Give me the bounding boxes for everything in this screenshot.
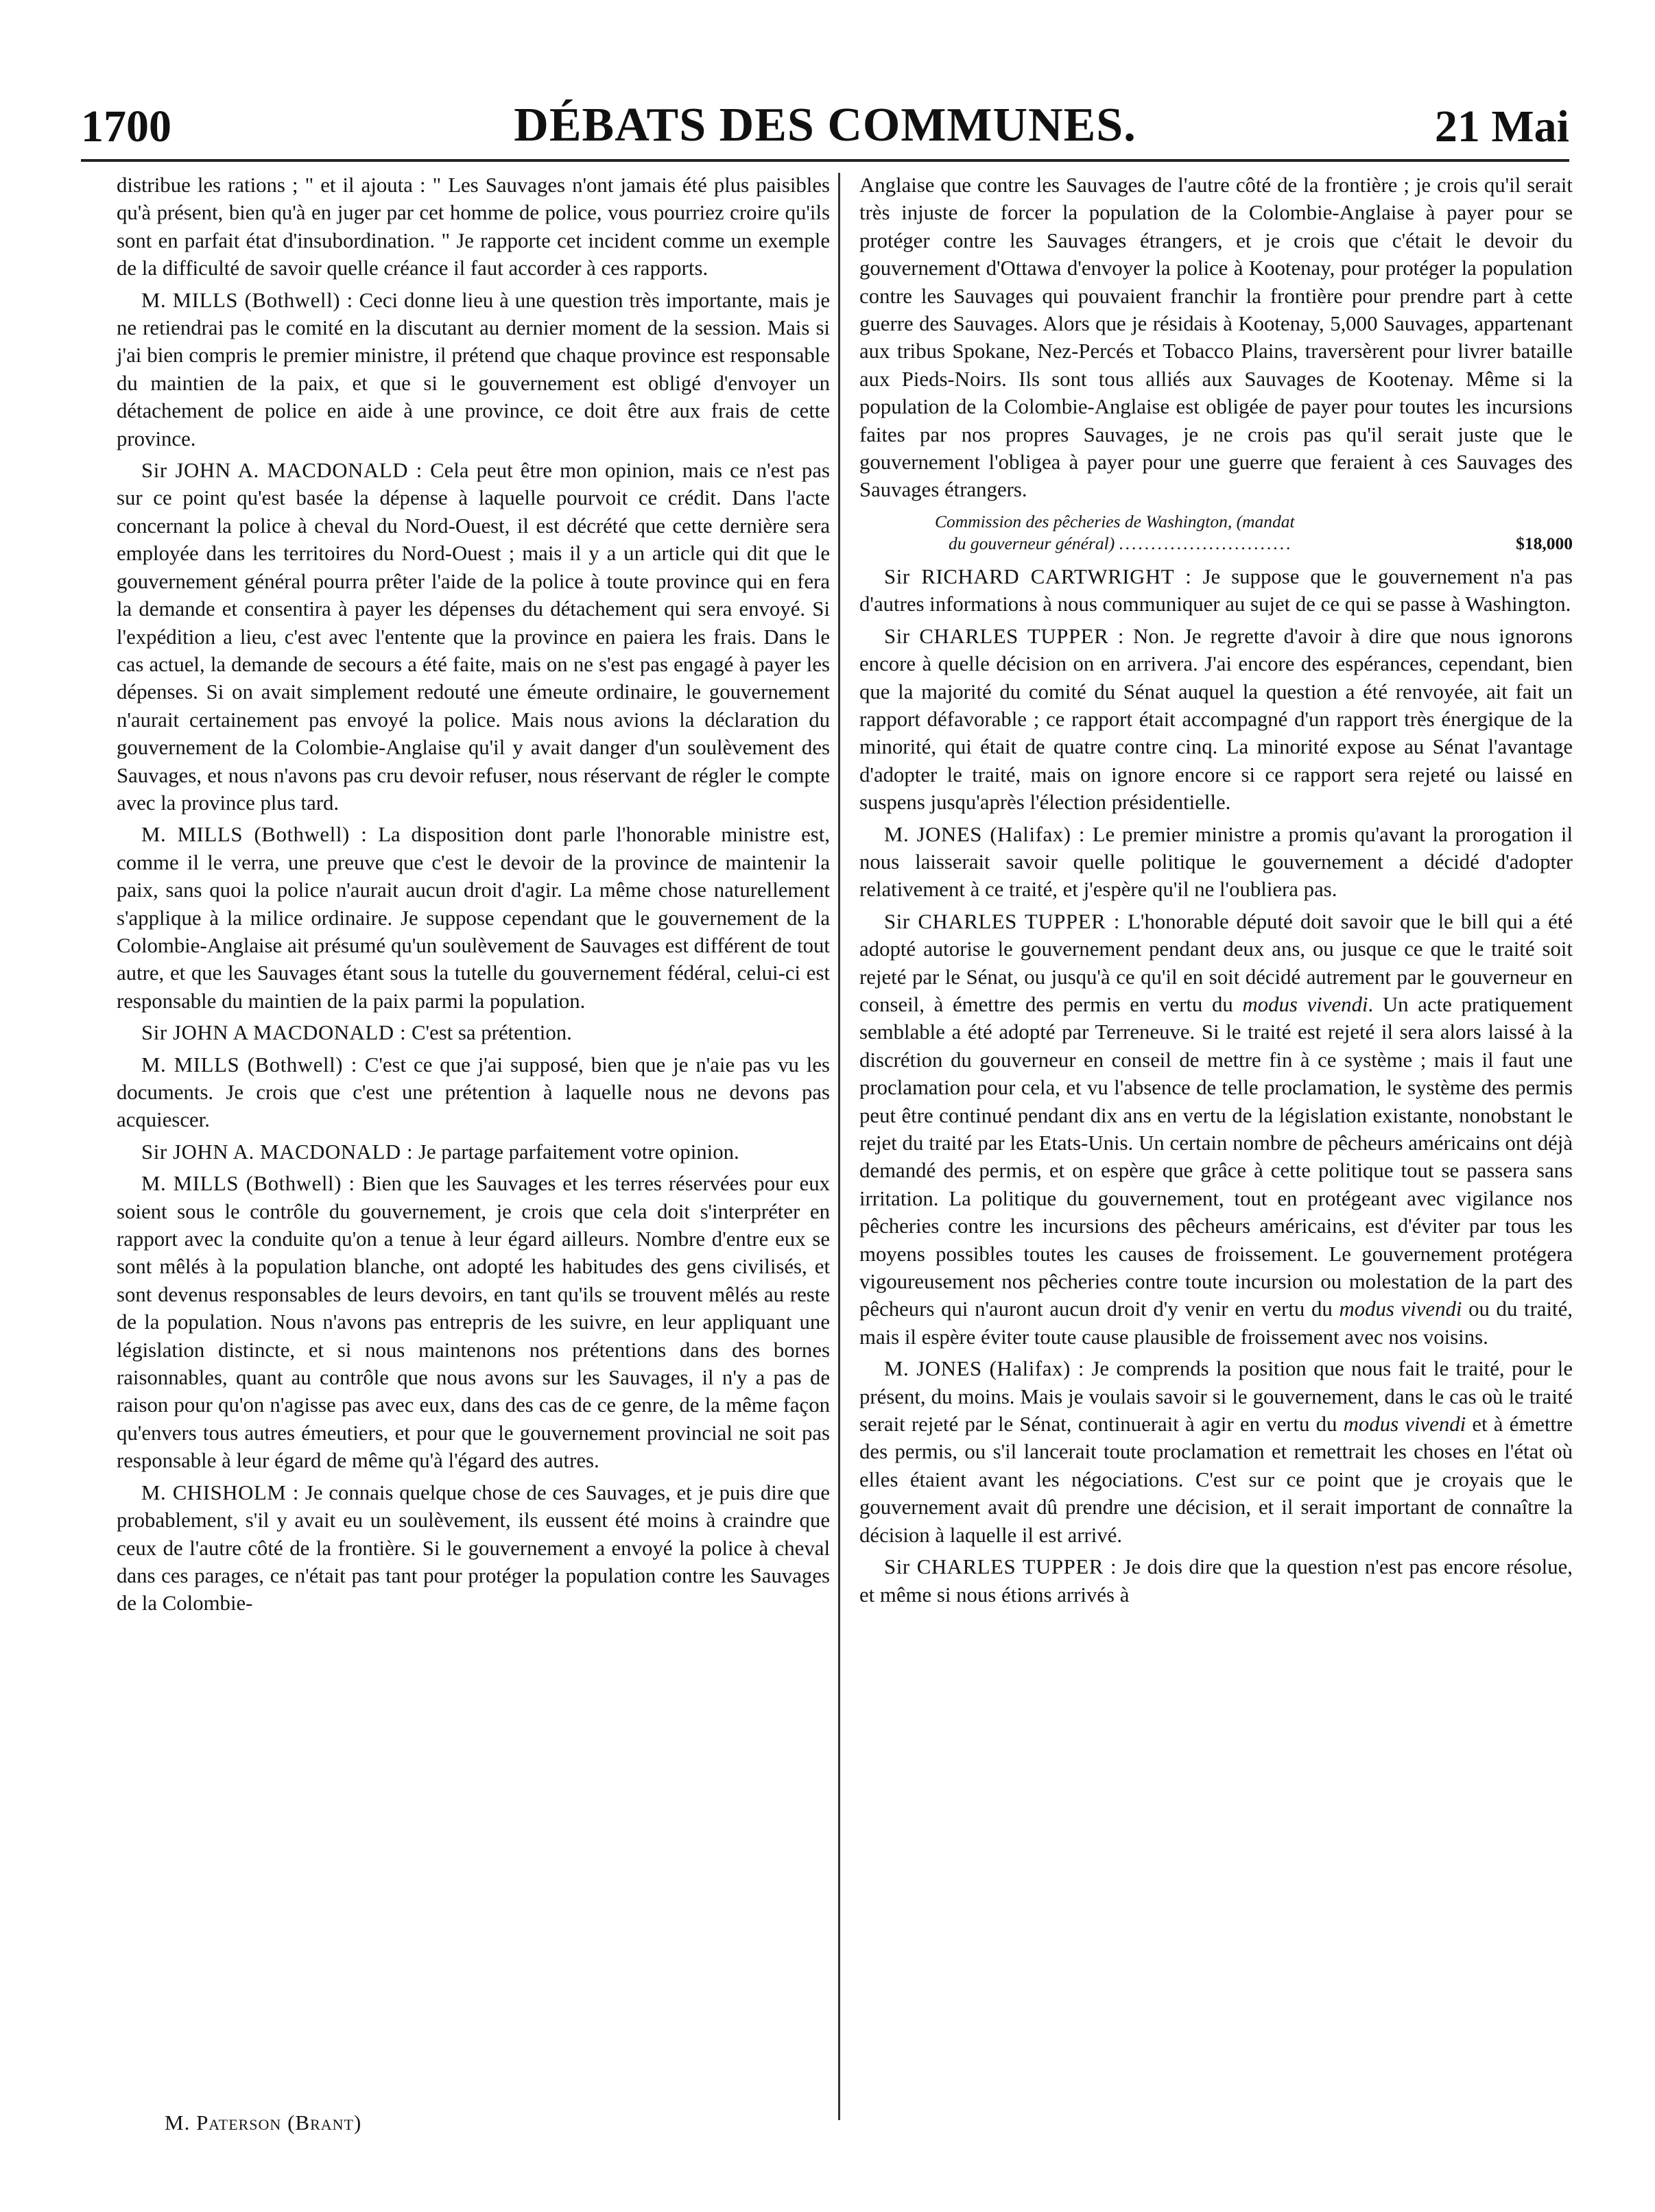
speaker-name: Sir JOHN A. MACDONALD : [141, 459, 422, 483]
column-divider [838, 173, 840, 2120]
paragraph: M. MILLS (Bothwell) : La disposition dont parle l'honorable ministre est, comme il le verra, une preuve que c'est le devoir de la province de maintenir la paix, sans quoi la police n'aurait aucun droit d'agir. La même chose naturellement s'applique à la milice ordinaire. Je suppose cependant que le gouvernement de la Colombie-Anglaise ait présumé qu'un soulèvement de Sauvages est différent de tout autre, et que les Sauvages étant sous la tutelle du gouvernement fédéral, celui-ci est responsable du maintien de la paix parmi la population. [117, 823, 830, 1013]
paragraph: M. MILLS (Bothwell) : C'est ce que j'ai supposé, bien que je n'aie pas vu les documents. Je crois que c'est une prétention à laquelle nous ne devons pas acquiescer. [117, 1053, 831, 1132]
paragraph: M. CHISHOLM : Je connais quelque chose de ces Sauvages, et je puis dire que probablement, s'il y avait eu un soulèvement, ils eussent été moins à craindre que ceux de l'autre côté de la frontière. Si le gouvernement a envoyé la police à cheval dans ces parages, ce n'était pas tant pour protéger la population contre les Sauvages de la Colombie- [117, 1480, 831, 1615]
speaker-name: Sir RICHARD CARTWRIGHT : [884, 564, 1192, 588]
page-header [81, 81, 1569, 152]
paragraph: distribue les rations ; " et il ajouta : " Les Sauvages n'ont jamais été plus paisibles qu'à présent, bien qu'à en juger par cet homme de police, vous pourriez croire qu'ils sont en parfait état d'insubordination. " Je rapporte cet incident comme un exemple de la difficulté de savoir quelle créance il faut accorder à ces rapports. [117, 173, 830, 280]
page-date: 21 Mai [1434, 101, 1569, 152]
paragraph: M. MILLS (Bothwell) : Ceci donne lieu à une question très importante, mais je ne retiendrai pas le comité en la discutant au dernier moment de la session. Mais si j'ai bien compris le premier ministre, il prétend que chaque province est responsable du maintien de la paix, et que si le gouvernement est obligé d'envoyer un détachement de police en aide à une province, ce doit être aux frais de cette province. [117, 288, 831, 450]
paragraph: Sir CHARLES TUPPER : Non. Je regrette d'avoir à dire que nous ignorons encore à quelle décision on en arrivera. J'ai encore des espérances, cependant, bien que la majorité du comité du Sénat auquel la question a été renvoyée, ait fait un rapport défavorable ; ce rapport était accompagné d'un rapport très énergique de la minorité, qui était de quatre contre cinq. La minorité expose au Sénat l'avantage d'adopter le traité, mais on ignore encore si ce rapport sera rejeté ou laissé en suspens jusqu'après l'élection présidentielle. [859, 624, 1573, 815]
footer-text: M. Paterson (Brant) [165, 2111, 362, 2135]
speaker-name: M. MILLS (Bothwell) : [141, 823, 368, 847]
right-column [859, 171, 1573, 1613]
speaker-name: Sir JOHN A. MACDONALD : [141, 1140, 414, 1164]
budget-item-label: Commission des pêcheries de Washington, (mandat [935, 511, 1295, 531]
page-number: 1700 [81, 101, 171, 152]
paragraph: M. MILLS (Bothwell) : Bien que les Sauvages et les terres réservées pour eux soient sous le contrôle du gouvernement, je crois que cela doit s'interpréter en rapport avec la conduite qu'on a tenue à leur égard ailleurs. Nombre d'entre eux se sont mêlés à la population blanche, ont adopté les habitudes des gens civilisés, et sont devenus responsables de leurs devoirs, en tant qu'ils se trouvent mêlés au reste de la population. Nous n'avons pas entrepris de les suivre, en leur appliquant une législation distincte, et si nous maintenons nos prétentions dans des bornes raisonnables, quant au contrôle que nous avons sur les Sauvages, il n'y a pas de raison pour qu'on n'agisse pas avec eux, dans des cas de ce genre, de la même façon qu'envers tous autres émeutiers, et pour que le gouvernement provincial ne soit pas responsable à leur égard de même qu'à l'égard des autres. [117, 1172, 831, 1473]
paragraph: Sir RICHARD CARTWRIGHT : Je suppose que le gouvernement n'a pas d'autres informations à nous communiquer au sujet de ce qui se passe à Washington. [859, 564, 1573, 616]
page-title: DÉBATS DES COMMUNES. [514, 99, 1136, 152]
speaker-name: Sir JOHN A MACDONALD : [141, 1021, 407, 1045]
paragraph: Sir JOHN A MACDONALD : C'est sa prétention. [141, 1021, 572, 1045]
speaker-name: M. CHISHOLM : [141, 1480, 299, 1504]
budget-item-row [859, 533, 1573, 555]
speaker-name: M. MILLS (Bothwell) : [141, 1053, 357, 1077]
speaker-name: M. MILLS (Bothwell) : [141, 1172, 355, 1196]
page-footer [165, 2111, 361, 2135]
speaker-name: M. JONES (Halifax) : [884, 1357, 1085, 1381]
paragraph: Sir CHARLES TUPPER : Je dois dire que la question n'est pas encore résolue, et même si nous étions arrivés à [859, 1555, 1573, 1607]
paragraph: Sir JOHN A. MACDONALD : Je partage parfaitement votre opinion. [141, 1140, 739, 1164]
leader-dots: ........................... [1119, 533, 1293, 553]
speaker-name: Sir CHARLES TUPPER : [884, 909, 1121, 933]
header-rule [81, 159, 1569, 162]
speaker-name: Sir CHARLES TUPPER : [884, 624, 1125, 648]
paragraph: M. JONES (Halifax) : Le premier ministre a promis qu'avant la prorogation il nous laisserait savoir quelle politique le gouvernement a décidé d'adopter relativement à ce traité, et j'espère qu'il ne l'oubliera pas. [859, 822, 1573, 902]
speaker-name: M. MILLS (Bothwell) : [141, 288, 353, 312]
left-column [117, 171, 830, 1622]
paragraph: Sir JOHN A. MACDONALD : Cela peut être mon opinion, mais ce n'est pas sur ce point qu'est basée la dépense à laquelle pourvoit ce crédit. Dans l'acte concernant la police à cheval du Nord-Ouest, il est décrété que cette dernière sera employée dans les territoires du Nord-Ouest ; mais il y a un article qui dit que le gouvernement général pourra prêter l'aide de la police à toute province qui en fera la demande et consentira à payer les dépenses du détachement qui sera envoyé. Si l'expédition a lieu, c'est avec l'entente que la province en paiera les frais. Dans le cas actuel, la demande de secours a été faite, mais on ne s'est pas engagé à payer les dépenses. Si on avait simplement redouté une émeute ordinaire, le gouvernement n'aurait certainement pas envoyé la police. Mais nous avions la déclaration du gouvernement de la Colombie-Anglaise qu'il y avait danger d'un soulèvement des Sauvages, et nous n'avons pas cru devoir refuser, nous réservant de régler le compte avec la province plus tard. [117, 459, 830, 815]
paragraph: Anglaise que contre les Sauvages de l'autre côté de la frontière ; je crois qu'il serait très injuste de forcer la population de la Colombie-Anglaise à payer pour se protéger contre les Sauvages étrangers, et je crois que c'était le devoir du gouvernement d'Ottawa d'envoyer la police à Kootenay, pour protéger la population contre les Sauvages qui pouvaient franchir la frontière pour prendre part à cette guerre des Sauvages. Alors que je résidais à Kootenay, 5,000 Sauvages, appartenant aux tribus Spokane, Nez-Percés et Tobacco Plains, traversèrent pour livrer bataille aux Pieds-Noirs. Ils sont tous alliés aux Sauvages de Kootenay. Même si la population de la Colombie-Anglaise est obligée de payer pour toutes les incursions faites par nos propres Sauvages, je ne crois pas qu'il serait juste que le gouvernement l'obligea à payer pour une guerre que feraient à ces Sauvages des Sauvages étrangers. [859, 173, 1573, 502]
speaker-name: M. JONES (Halifax) : [884, 822, 1086, 846]
paragraph: Sir CHARLES TUPPER : L'honorable député doit savoir que le bill qui a été adopté autorise le gouvernement pendant deux ans, ou jusque ce que le traité soit rejeté par le Sénat, ou jusqu'à ce qu'il en soit décidé autrement par le gouverneur en conseil, à émettre des permis en vertu du modus vivendi. Un acte pratiquement semblable a été adopté par Terreneuve. Si le traité est rejeté il sera alors laissé à la discrétion du gouverneur en conseil de mettre fin à ce système ; mais il faut une proclamation pour cela, et vu l'absence de telle proclamation, le système des permis peut être continué pendant dix ans en vertu de la législation existante, nonobstant le rejet du traité par les Etats-Unis. Un certain nombre de pêcheurs américains ont déjà demandé des permis, et on espère que grâce à cette politique tout se passera sans irritation. La politique du gouvernement, tout en protégeant avec vigilance nos pêcheries contre les incursions des pêcheurs américains, est d'éviter par tous les moyens possibles toutes les causes de froissement. Le gouvernement protégera vigoureusement nos pêcheries contre toute incursion ou molestation de la part des pêcheurs qui n'auront aucun droit d'y venir en vertu du modus vivendi ou du traité, mais il espère éviter toute cause plausible de froissement avec nos voisins. [859, 909, 1573, 1349]
budget-item-label-cont: du gouverneur général) [949, 533, 1115, 553]
budget-item-amount: $18,000 [1516, 533, 1573, 553]
paragraph: M. JONES (Halifax) : Je comprends la position que nous fait le traité, pour le présent, du moins. Mais je voulais savoir si le gouvernement, dans le cas où le traité serait rejeté par le Sénat, continuerait à agir en vertu du modus vivendi et à émettre des permis, ou s'il lancerait toute proclamation et remettrait les choses en l'état où elles étaient avant les négociations. C'est sur ce point que je croyais que le gouvernement avait dû prendre une décision, et il serait important de connaître la décision à laquelle il est arrivé. [859, 1357, 1573, 1547]
speaker-name: Sir CHARLES TUPPER : [884, 1555, 1117, 1579]
budget-item [859, 511, 1573, 555]
